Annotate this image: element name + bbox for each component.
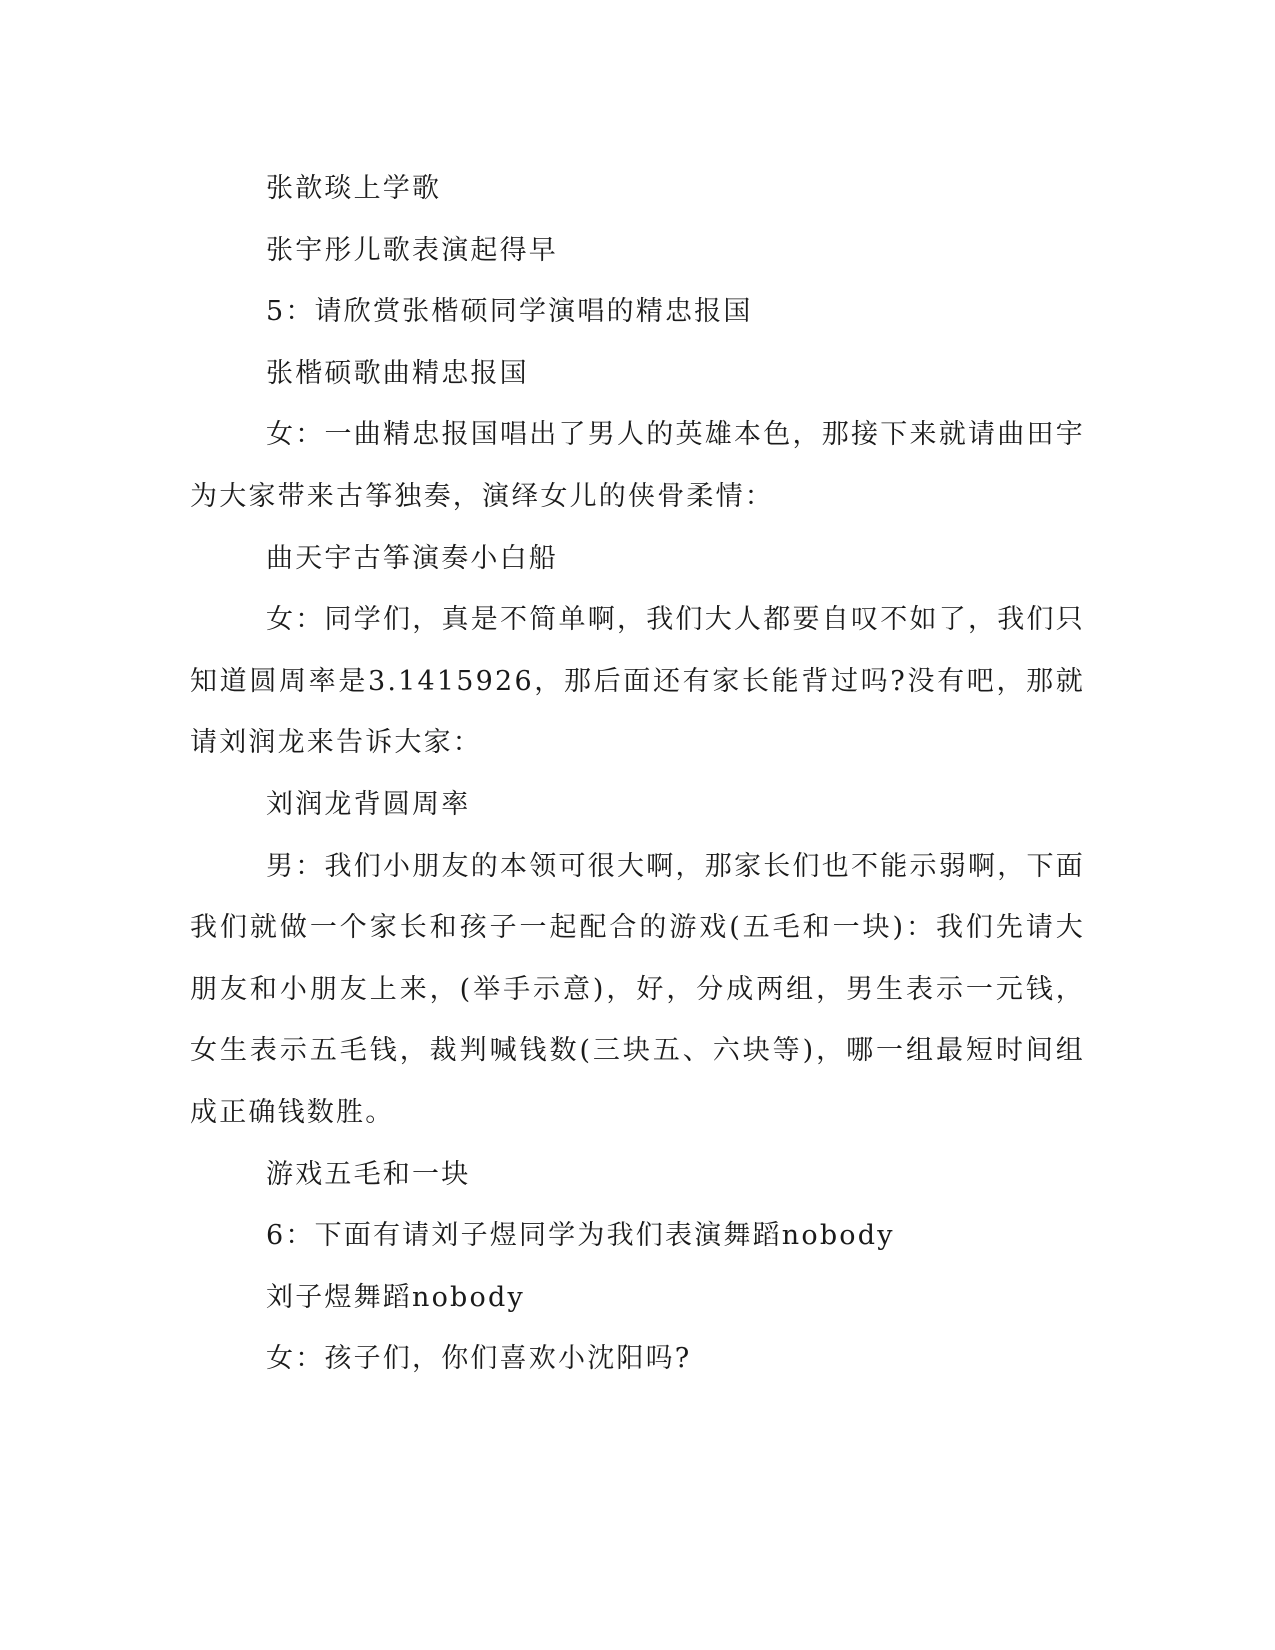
document-body (190, 158, 1085, 1390)
paragraph: 张楷硕歌曲精忠报国 (266, 357, 529, 389)
paragraph: 女：孩子们，你们喜欢小沈阳吗? (266, 1343, 692, 1375)
paragraph: 6：下面有请刘子煜同学为我们表演舞蹈nobody (266, 1220, 895, 1252)
paragraph: 5：请欣赏张楷硕同学演唱的精忠报国 (266, 296, 753, 328)
paragraph: 张宇彤儿歌表演起得早 (266, 234, 558, 266)
paragraph: 女：一曲精忠报国唱出了男人的英雄本色，那接下来就请曲田宇为大家带来古筝独奏，演绎女儿的侠骨柔情： (190, 419, 1085, 512)
paragraph: 游戏五毛和一块 (266, 1158, 471, 1190)
paragraph: 曲天宇古筝演奏小白船 (266, 542, 558, 574)
paragraph: 女：同学们，真是不简单啊，我们大人都要自叹不如了，我们只知道圆周率是3.1415926，那后面还有家长能背过吗?没有吧，那就请刘润龙来告诉大家： (190, 604, 1085, 759)
paragraph: 刘润龙背圆周率 (266, 788, 471, 820)
paragraph: 刘子煜舞蹈nobody (266, 1281, 525, 1313)
paragraph: 男：我们小朋友的本领可很大啊，那家长们也不能示弱啊，下面我们就做一个家长和孩子一起配合的游戏(五毛和一块)：我们先请大朋友和小朋友上来，(举手示意)，好，分成两组，男生表示一元钱，女生表示五毛钱，裁判喊钱数(三块五、六块等)，哪一组最短时间组成正确钱数胜。 (190, 850, 1085, 1128)
paragraph: 张歆琰上学歌 (266, 173, 442, 204)
